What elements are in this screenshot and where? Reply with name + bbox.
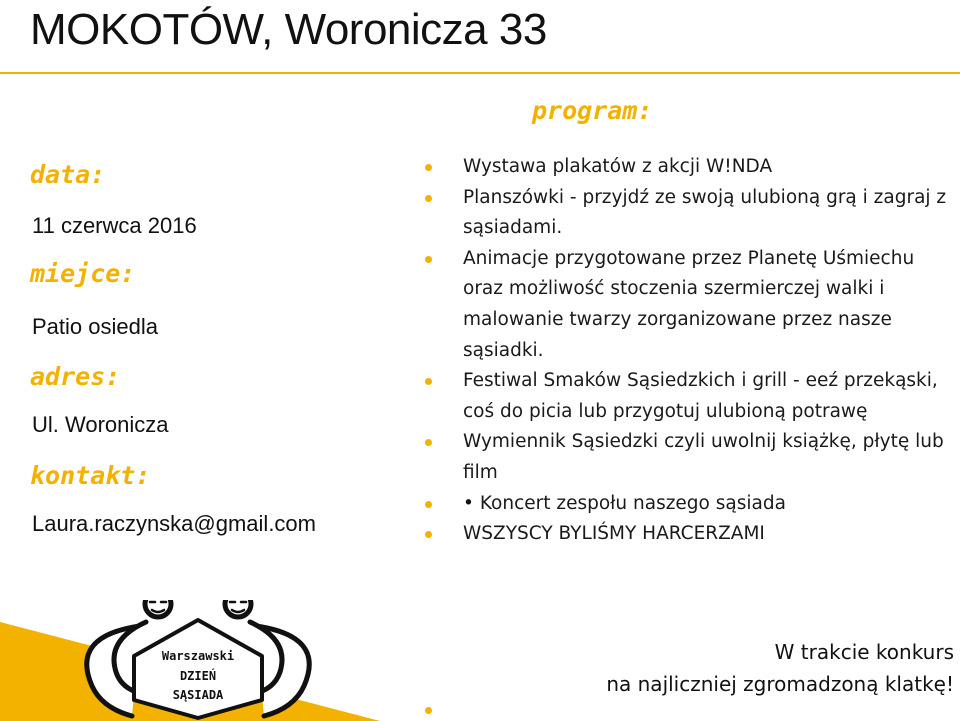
bullet-icon (425, 256, 432, 263)
inline-bullet: • (463, 492, 474, 514)
program-item (425, 183, 955, 244)
program-list (425, 152, 955, 550)
miejce-value: Patio osiedla (32, 314, 158, 339)
program-label: program: (532, 96, 653, 125)
bullet-icon (425, 501, 432, 508)
program-item (425, 427, 955, 488)
title-underline (0, 72, 960, 74)
program-item (425, 519, 955, 550)
data-label: data: (30, 160, 106, 189)
bottom-bullet-icon (425, 707, 432, 714)
bullet-icon (425, 439, 432, 446)
program-item-text: Animacje przygotowane przez Planetę Uśmiechu oraz możliwość stoczenia szermierczej walki i malowanie twarzy zorganizowane przez nasze sąsiadki. (463, 247, 915, 361)
program-item (425, 489, 955, 520)
kontakt-email[interactable]: Laura.raczynska@gmail.com (32, 511, 316, 536)
warszawski-dzien-sasiada-logo (0, 600, 380, 721)
konkurs-line-1: W trakcie konkurs (774, 640, 954, 664)
program-item-text: Planszówki - przyjdź ze swoją ulubioną grą i zagraj z sąsiadami. (463, 186, 947, 239)
data-value: 11 czerwca 2016 (32, 213, 197, 238)
logo-line-2: DZIEŃ (179, 669, 217, 683)
page-title: MOKOTÓW, Woronicza 33 (30, 5, 547, 54)
kontakt-label: kontakt: (30, 461, 151, 490)
program-item (425, 152, 955, 183)
konkurs-line-2: na najliczniej zgromadzoną klatkę! (606, 672, 954, 696)
logo-line-3: SĄSIADA (172, 688, 224, 702)
konkurs-note (606, 636, 954, 700)
program-item (425, 366, 955, 427)
program-item (425, 244, 955, 366)
miejce-label: miejce: (30, 259, 136, 288)
adres-value: Ul. Woronicza (32, 412, 169, 437)
program-item-text: Koncert zespołu naszego sąsiada (479, 492, 786, 514)
adres-label: adres: (30, 362, 121, 391)
program-item-text: Wystawa plakatów z akcji W!NDA (463, 156, 773, 177)
bullet-icon (425, 195, 432, 202)
bullet-icon (425, 378, 432, 385)
bullet-icon (425, 531, 432, 538)
program-item-text: WSZYSCY BYLIŚMY HARCERZAMI (463, 523, 765, 545)
bullet-icon (425, 164, 432, 171)
program-item-text: Festiwal Smaków Sąsiedzkich i grill - eeź przekąski, coś do picia lub przygotuj ulubioną potrawę (463, 370, 938, 422)
logo-line-1: Warszawski (161, 649, 235, 663)
program-item-text: Wymiennik Sąsiedzki czyli uwolnij książkę, płytę lub film (463, 431, 944, 483)
